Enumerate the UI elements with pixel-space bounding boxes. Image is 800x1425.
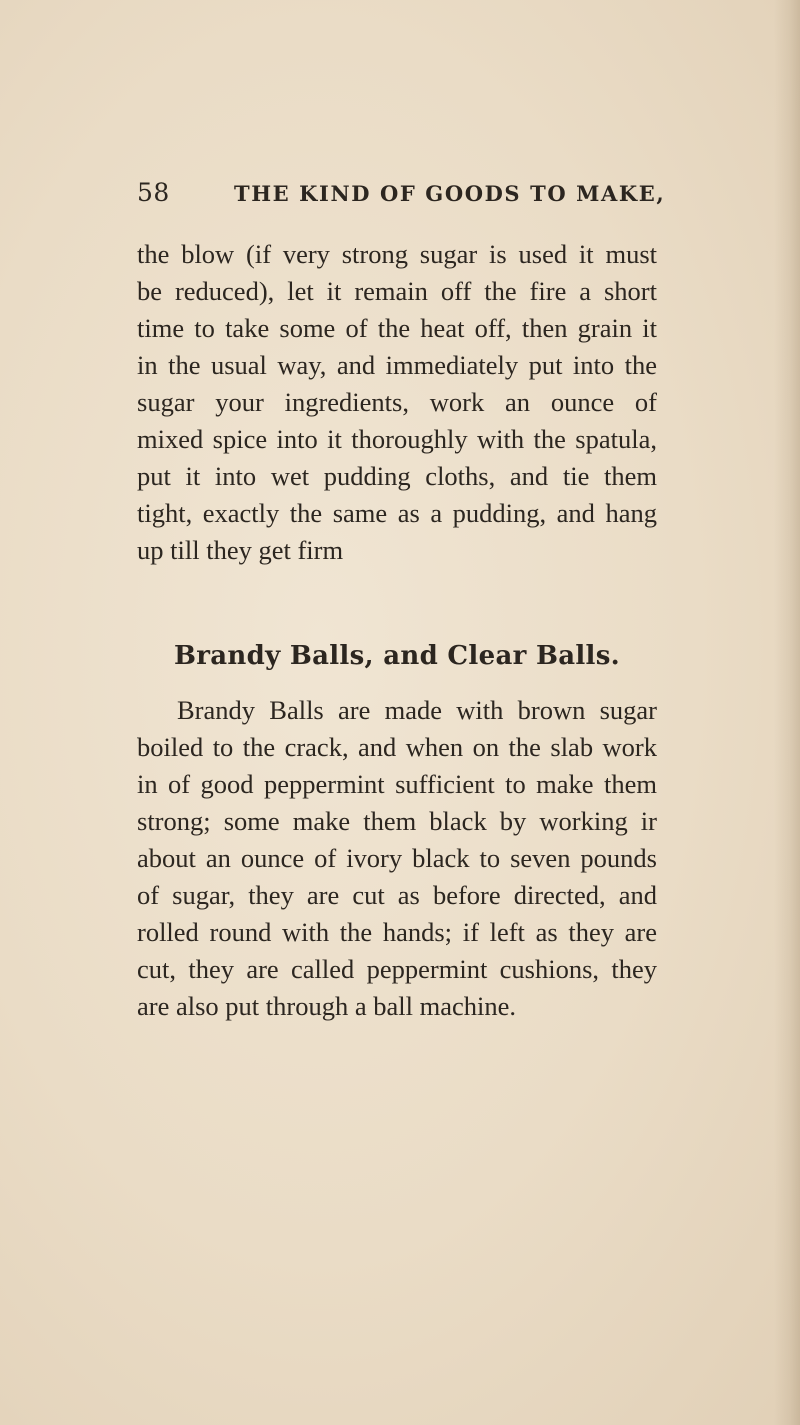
section-heading: Brandy Balls, and Clear Balls. [173,641,621,671]
text-line: rolled round with the hands; if left as they are [137,917,657,947]
text-line: time to take some of the heat off, then grain it [137,313,657,343]
text-line: put it into wet pudding cloths, and tie them [137,461,657,491]
text-line: sugar your ingredients, work an ounce of [137,387,657,417]
text-line: are also put through a ball machine. [137,991,516,1021]
text-line: in the usual way, and immediately put into the [137,350,657,380]
text-line: about an ounce of ivory black to seven pounds [137,843,657,873]
text-line: mixed spice into it thoroughly with the spatula, [137,424,657,454]
text-line: of sugar, they are cut as before directed, and [137,880,657,910]
page-number: 58 [137,178,170,207]
text-line: be reduced), let it remain off the fire a short [137,276,657,306]
paragraph-brandy-balls [137,692,657,1025]
running-title: THE KIND OF GOODS TO MAKE, [234,181,666,206]
text-line: tight, exactly the same as a pudding, and hang [137,498,657,528]
text-line: the blow (if very strong sugar is used it must [137,239,657,269]
paragraph-continued [137,236,657,569]
page-edge-shadow [774,0,800,1425]
running-head [137,178,666,218]
text-line: in of good peppermint sufficient to make them [137,769,657,799]
text-line: cut, they are called peppermint cushions, they [137,954,657,984]
text-line: up till they get firm [137,535,344,565]
text-line: Brandy Balls are made with brown sugar [177,695,657,725]
text-line: strong; some make them black by working ir [137,806,657,836]
text-line: boiled to the crack, and when on the slab work [137,732,657,762]
